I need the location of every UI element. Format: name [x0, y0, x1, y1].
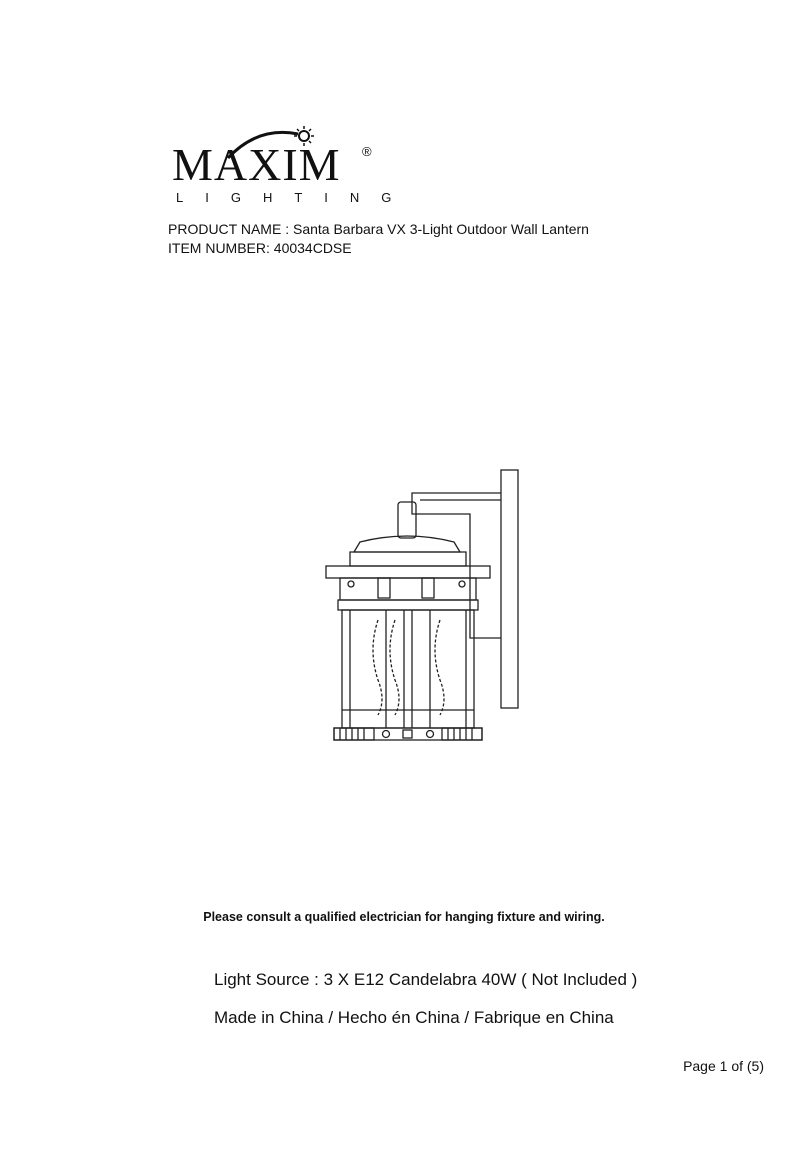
wall-backplate — [501, 470, 518, 708]
product-name: PRODUCT NAME : Santa Barbara VX 3-Light Outdoor Wall Lantern — [168, 221, 589, 237]
registered-mark: ® — [362, 144, 372, 159]
country-of-origin: Made in China / Hecho én China / Fabrique en China — [214, 1008, 614, 1027]
logo-wordmark: MAXIM — [172, 139, 341, 190]
item-number: ITEM NUMBER: 40034CDSE — [168, 240, 352, 256]
hanger-loop — [398, 502, 416, 538]
maxim-lighting-logo — [168, 120, 414, 210]
wall-lantern-drawing — [320, 460, 530, 750]
light-source-spec: Light Source : 3 X E12 Candelabra 40W ( Not Included ) — [214, 970, 638, 989]
electrician-notice: Please consult a qualified electrician for hanging fixture and wiring. — [203, 910, 605, 924]
logo-subtext: LIGHTING — [176, 190, 414, 205]
page-number: Page 1 of (5) — [683, 1058, 764, 1074]
